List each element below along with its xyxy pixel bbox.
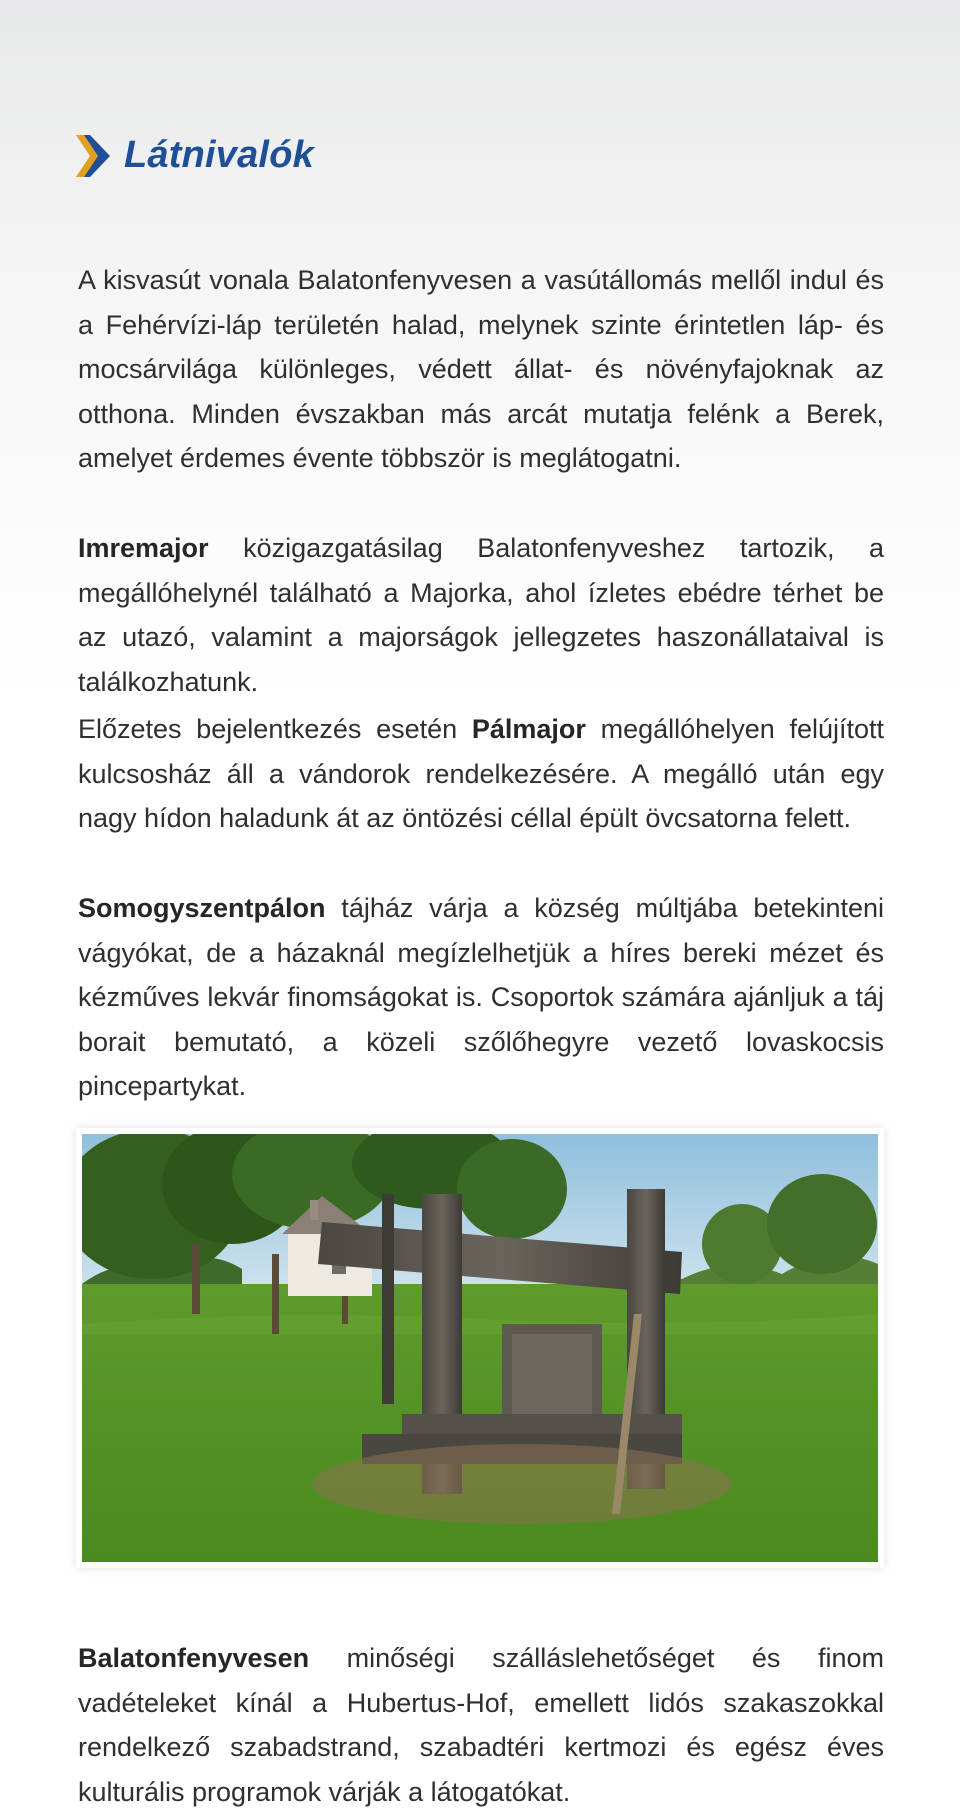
wine-press-photo xyxy=(82,1134,878,1562)
page-title: Látnivalók xyxy=(124,134,314,176)
chevron-right-icon xyxy=(76,135,110,177)
section-heading xyxy=(76,134,314,177)
palmajor-name: Pálmajor xyxy=(471,714,586,744)
balatonfenyves-text: minőségi szálláslehetőséget és finom vadételeket kínál a Hubertus-Hof, emellett lidós szakaszokkal rendelkező szabadstrand, szabadtéri kertmozi és egész éves kulturális programok várják a látogatókat. xyxy=(78,1643,884,1807)
balatonfenyves-name: Balatonfenyvesen xyxy=(78,1643,310,1673)
palmajor-paragraph xyxy=(78,707,884,841)
imremajor-paragraph xyxy=(78,526,884,704)
imremajor-text: közigazgatásilag Balatonfenyveshez tartozik, a megállóhelynél található a Majorka, ahol ízletes ebédre térhet be az utazó, valamint a majorságok jellegzetes haszonállataival is találkozhatunk. xyxy=(78,533,884,697)
imremajor-name: Imremajor xyxy=(78,533,209,563)
intro-text: A kisvasút vonala Balatonfenyvesen a vasútállomás mellől indul és a Fehérvízi-láp területén halad, melynek szinte érintetlen láp- és mocsárvilága különleges, védett állat- és növényfajoknak az otthona. Minden évszakban más arcát mutatja felénk a Berek, amelyet érdemes évente többször is meglátogatni. xyxy=(78,265,884,473)
balatonfenyves-paragraph xyxy=(78,1636,884,1814)
somogyszentpal-paragraph xyxy=(78,886,884,1109)
photo-frame xyxy=(76,1128,884,1568)
somogyszentpal-name: Somogyszentpálon xyxy=(78,893,326,923)
palmajor-intro: Előzetes bejelentkezés esetén xyxy=(78,714,472,744)
intro-paragraph xyxy=(78,258,884,481)
somogyszentpal-text: tájház várja a község múltjába betekinteni vágyókat, de a házaknál megízlelhetjük a híres bereki mézet és kézműves lekvár finomságokat is. Csoportok számára ajánljuk a táj borait bemutató, a közeli szőlőhegyre vezető lovaskocsis pincepartykat. xyxy=(78,893,884,1101)
palmajor-text: megállóhelyen felújított kulcsosház áll a vándorok rendelkezésére. A megálló után egy nagy hídon haladunk át az öntözési céllal épült övcsatorna felett. xyxy=(78,714,884,833)
